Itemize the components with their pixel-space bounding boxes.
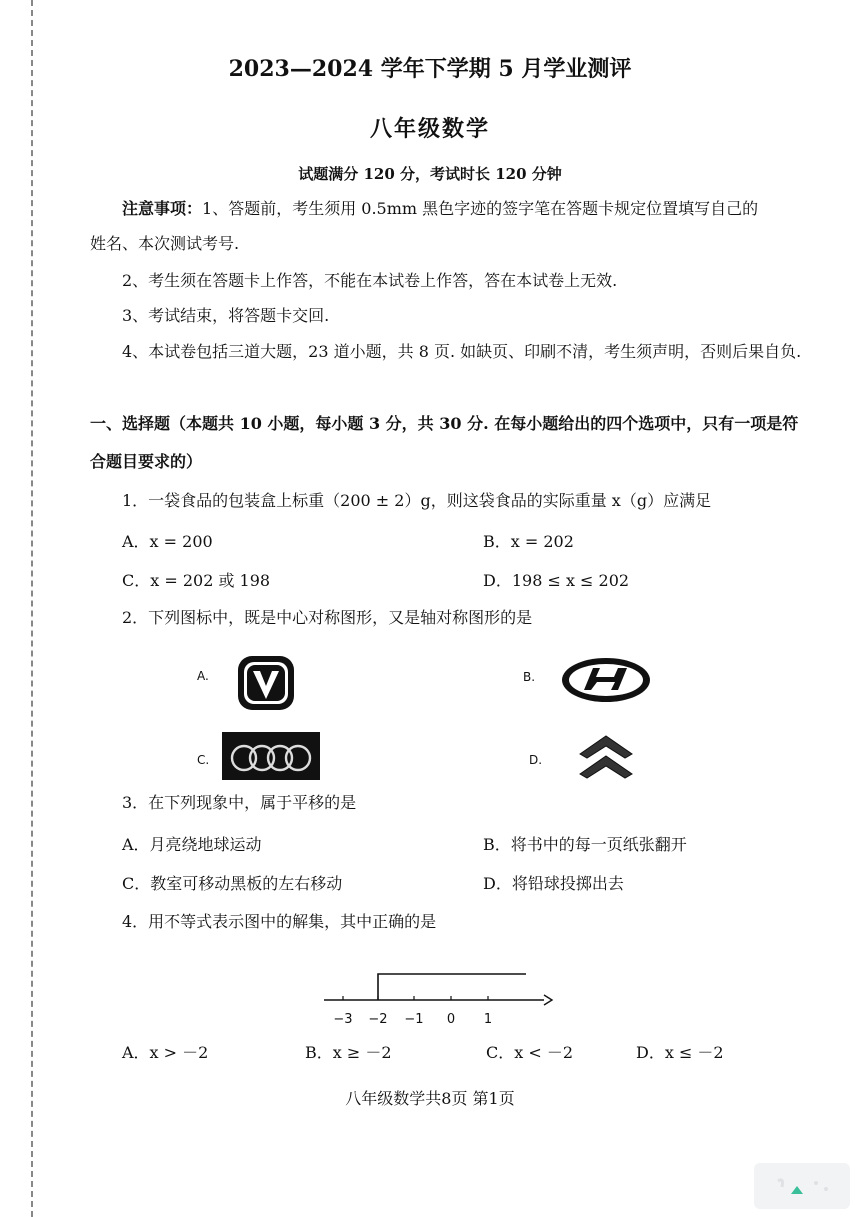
tick-label-neg3: −3 — [333, 1012, 353, 1027]
q1-option-c: C．x = 202 或 198 — [122, 571, 271, 590]
q4-option-a: A．x > －2 — [122, 1043, 209, 1062]
tick-label-1: 1 — [483, 1012, 493, 1027]
notice-item-2: 2、考生须在答题卡上作答，不能在本试卷上作答，答在本试卷上无效. — [122, 271, 618, 290]
subject-title: 八年级数学 — [369, 116, 490, 142]
notice-line-1 — [122, 198, 758, 220]
question-1-stem: 1．一袋食品的包装盒上标重（200 ± 2）g，则这袋食品的实际重量 x（g）应满足 — [122, 491, 712, 510]
q2-option-a-label: A. — [197, 669, 209, 683]
number-line-figure — [320, 968, 556, 1008]
audi-rings-logo-icon — [222, 732, 320, 780]
exam-title: 2023—2024 学年下学期 5 月学业测评 — [228, 56, 632, 82]
q1-option-a: A．x = 200 — [122, 532, 213, 551]
q4-option-b: B．x ≥ －2 — [305, 1043, 392, 1062]
scroll-to-top-widget[interactable] — [754, 1163, 850, 1209]
q2-option-d-label: D. — [529, 753, 543, 767]
notice-item-3: 3、考试结束，将答题卡交回. — [122, 306, 330, 325]
q4-option-d: D．x ≤ －2 — [636, 1043, 724, 1062]
hyundai-logo-icon — [560, 656, 652, 704]
question-2-stem: 2．下列图标中，既是中心对称图形，又是轴对称图形的是 — [122, 608, 533, 627]
section1-heading-line2: 合题目要求的） — [90, 452, 203, 471]
notice-item-1b: 姓名、本次测试考号. — [90, 234, 240, 253]
citroen-chevron-logo-icon — [577, 732, 635, 784]
q3-option-d: D．将铅球投掷出去 — [483, 874, 624, 893]
notice-item-4: 4、本试卷包括三道大题，23 道小题，共 8 页. 如缺页、印刷不清，考生须声明，否则后果自负. — [122, 342, 802, 361]
number-line-arrow — [544, 995, 552, 1005]
q3-option-a: A．月亮绕地球运动 — [122, 835, 262, 854]
exam-info: 试题满分 120 分，考试时长 120 分钟 — [298, 165, 562, 183]
notice-label: 注意事项： — [122, 199, 203, 218]
solution-set-bracket — [378, 974, 526, 1000]
q2-option-c-label: C. — [197, 753, 210, 767]
notice-item-1a: 1、答题前，考生须用 0.5mm 黑色字迹的签字笔在答题卡规定位置填写自己的 — [202, 199, 759, 218]
q2-option-b-label: B. — [523, 670, 536, 684]
arrow-up-icon[interactable] — [754, 1163, 850, 1209]
question-4-stem: 4．用不等式表示图中的解集，其中正确的是 — [122, 912, 437, 931]
tick-label-0: 0 — [446, 1012, 456, 1027]
tick-label-neg1: −1 — [404, 1012, 424, 1027]
q1-option-d: D．198 ≤ x ≤ 202 — [483, 571, 630, 590]
q3-option-b: B．将书中的每一页纸张翻开 — [483, 835, 687, 854]
q1-option-b: B．x = 202 — [483, 532, 574, 551]
tick-label-neg2: −2 — [368, 1012, 388, 1027]
question-3-stem: 3．在下列现象中，属于平移的是 — [122, 793, 357, 812]
page-footer: 八年级数学共8页 第1页 — [345, 1089, 515, 1108]
changan-logo-icon — [237, 655, 295, 711]
section1-heading-line1: 一、选择题（本题共 10 小题，每小题 3 分，共 30 分. 在每小题给出的四个选项中，只有一项是符 — [90, 414, 799, 433]
q3-option-c: C．教室可移动黑板的左右移动 — [122, 874, 343, 893]
q4-option-c: C．x < －2 — [486, 1043, 574, 1062]
